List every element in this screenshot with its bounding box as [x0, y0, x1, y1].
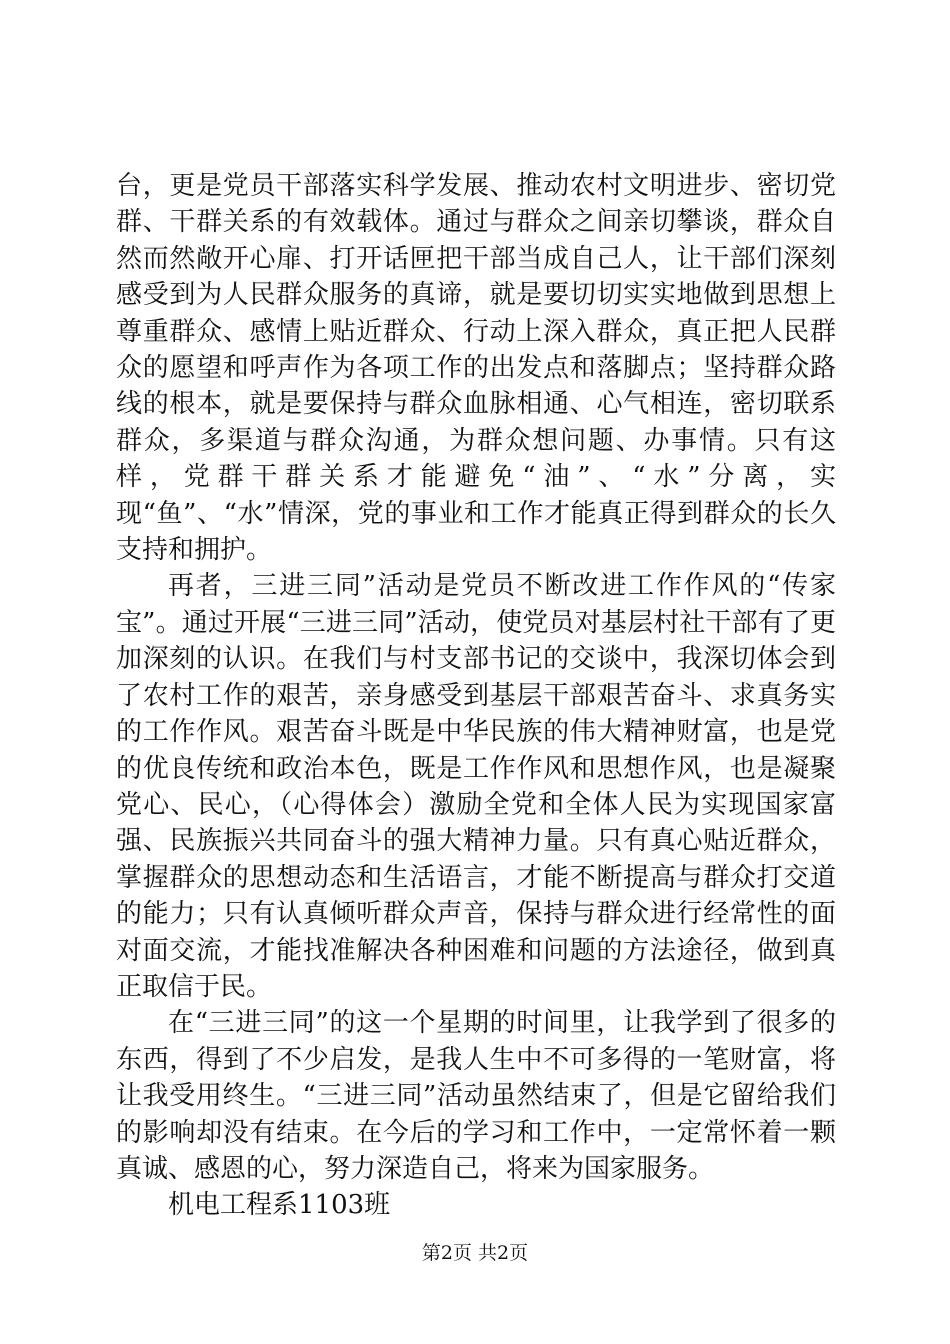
page-footer: 第2页 共2页: [421, 1242, 529, 1264]
paragraph-third: 在“三进三同”的这一个星期的时间里，让我学到了很多的东西，得到了不少启发，是我人生中不可多得的一笔财富，将让我受用终生。“三进三同”活动虽然结束了，但是它留给我们的影响却没有结束。在今后的学习和工作中，一定常怀着一颗真诚、感恩的心，努力深造自己，将来为国家服务。: [116, 1008, 836, 1184]
paragraph-continuation: 台，更是党员干部落实科学发展、推动农村文明进步、密切党群、干群关系的有效载体。通过与群众之间亲切攀谈，群众自然而然敞开心扉、打开话匣把干部当成自己人，让干部们深刻感受到为人民群众服务的真谛，就是要切切实实地做到思想上尊重群众、感情上贴近群众、行动上深入群众，真正把人民群众的愿望和呼声作为各项工作的出发点和落脚点；坚持群众路线的根本，就是要保持与群众血脉相通、心气相连，密切联系群众，多渠道与群众沟通，为群众想问题、办事情。只有这样，党群干群关系才能避免“油”、“水”分离，实现“鱼”、“水”情深，党的事业和工作才能真正得到群众的长久支持和拥护。: [116, 171, 836, 566]
paragraph-second: 再者，三进三同”活动是党员不断改进工作作风的“传家宝”。通过开展“三进三同”活动，使党员对基层村社干部有了更加深刻的认识。在我们与村支部书记的交谈中，我深切体会到了农村工作的艰苦，亲身感受到基层干部艰苦奋斗、求真务实的工作作风。艰苦奋斗既是中华民族的伟大精神财富，也是党的优良传统和政治本色，既是工作作风和思想作风，也是凝聚党心、民心，（心得体会）激励全党和全体人民为实现国家富强、民族振兴共同奋斗的强大精神力量。只有真心贴近群众，掌握群众的思想动态和生活语言，才能不断提高与群众打交道的能力；只有认真倾听群众声音，保持与群众进行经常性的面对面交流，才能找准解决各种困难和问题的方法途径，做到真正取信于民。: [116, 571, 836, 1002]
document-body: [116, 168, 836, 1224]
signature-line: 机电工程系1103班: [168, 1190, 391, 1221]
